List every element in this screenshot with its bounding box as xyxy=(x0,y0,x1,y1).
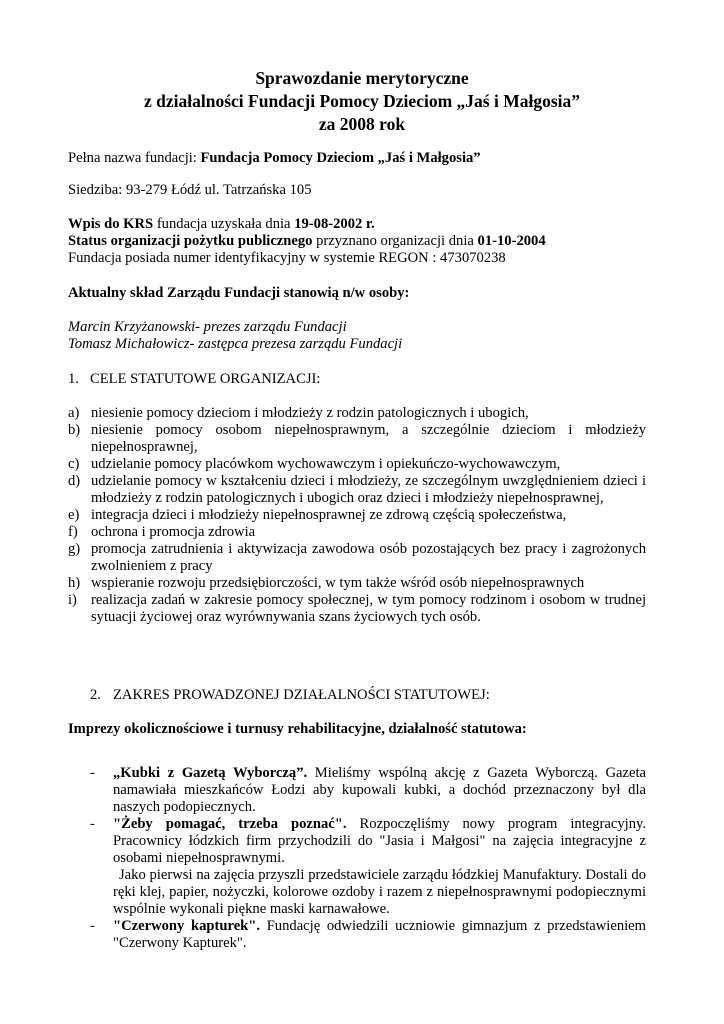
list-item xyxy=(68,422,646,456)
list-marker: d) xyxy=(68,473,81,489)
krs-label: Wpis do KRS xyxy=(68,216,154,232)
list-marker: g) xyxy=(68,541,81,557)
list-item-text: ochrona i promocja zdrowia xyxy=(91,524,256,540)
list-item-text: niesienie pomocy osobom niepełnosprawnym, a szczególnie dzieciom i młodzieży niepełnosprawnej, xyxy=(91,422,646,455)
krs-line xyxy=(68,216,375,233)
regon-line: Fundacja posiada numer identyfikacyjny w systemie REGON : 473070238 xyxy=(68,250,506,266)
list-marker: e) xyxy=(68,507,80,523)
list-item xyxy=(68,575,646,592)
opp-text: przyznano organizacji dnia xyxy=(312,233,478,249)
activity-continuation: Jako pierwsi na zajęcia przyszli przedstawiciele zarządu łódzkiej Manufaktury. Dostali do ręki klej, papier, nożyczki, kolorowe ozdoby i razem z niepełnosprawnymi podopiecznymi wspólnie wykonali piękne maski karnawałowe. xyxy=(113,867,646,917)
list-item xyxy=(68,918,646,952)
list-item xyxy=(68,405,646,422)
activities-list xyxy=(68,765,646,952)
list-item xyxy=(68,592,646,626)
section1-number: 1. xyxy=(68,371,79,387)
list-item-text: udzielanie pomocy placówkom wychowawczym i opiekuńczo-wychowawczym, xyxy=(91,456,561,472)
list-marker: - xyxy=(90,816,95,832)
list-item-text: integracja dzieci i młodzieży niepełnosprawnej ze zdrową częścią społeczeństwa, xyxy=(91,507,567,523)
list-marker: h) xyxy=(68,575,81,591)
section2-subheading-text: Imprezy okolicznościowe i turnusy rehabilitacyjne, działalność statutowa: xyxy=(68,721,527,737)
board-heading-text: Aktualny skład Zarządu Fundacji stanowią n/w osoby: xyxy=(68,285,410,301)
list-marker: - xyxy=(90,765,95,781)
list-item xyxy=(68,456,646,473)
goals-list xyxy=(68,405,646,626)
krs-date: 19-08-2002 r. xyxy=(294,216,375,232)
list-item xyxy=(68,507,646,524)
activity-text: Mieliśmy wspólną akcję z Gazeta Wyborczą. Gazeta namawiała mieszkańców Łodzi aby kupowali kubki, a dochód przeznaczony był dla naszych podopiecznych. xyxy=(113,765,646,815)
activity-text: Fundację odwiedzili uczniowie gimnazjum z przedstawieniem "Czerwony Kapturek". xyxy=(113,918,646,951)
board-member-2: Tomasz Michałowicz- zastępca prezesa zarządu Fundacji xyxy=(68,336,403,352)
list-item-text: niesienie pomocy dzieciom i młodzieży z rodzin patologicznych i ubogich, xyxy=(91,405,529,421)
activity-title: "Czerwony kapturek". xyxy=(113,918,261,934)
list-item xyxy=(68,765,646,816)
board-heading xyxy=(68,285,409,302)
opp-line xyxy=(68,233,546,250)
board-member-1: Marcin Krzyżanowski- prezes zarządu Fundacji xyxy=(68,319,347,335)
doc-title-line1: Sprawozdanie merytoryczne xyxy=(255,68,469,88)
section1-heading: CELE STATUTOWE ORGANIZACJI: xyxy=(90,371,321,387)
opp-label: Status organizacji pożytku publicznego xyxy=(68,233,313,249)
section2-subheading xyxy=(68,721,527,738)
list-item-text: promocja zatrudnienia i aktywizacja zawodowa osób pozostających bez pracy i zagrożonych zwolnieniem z pracy xyxy=(91,541,646,574)
list-marker: f) xyxy=(68,524,78,540)
krs-text: fundacja uzyskała dnia xyxy=(153,216,295,232)
list-marker: c) xyxy=(68,456,80,472)
list-marker: i) xyxy=(68,592,77,608)
activity-title: "Żeby pomagać, trzeba poznać". xyxy=(113,816,347,832)
list-item-text: udzielanie pomocy w kształceniu dzieci i młodzieży, ze szczególnym uwzględnieniem dzieci i młodzieży z rodzin patologicznych i ubogich oraz dzieci i młodzieży niepełnosprawnej, xyxy=(91,473,646,506)
list-item-text: realizacja zadań w zakresie pomocy społecznej, w tym pomocy rodzinom i osobom w trudnej sytuacji życiowej oraz wyrównywania szans życiowych tych osób. xyxy=(91,592,646,625)
full-name-label: Pełna nazwa fundacji: xyxy=(68,150,201,166)
list-item xyxy=(68,816,646,867)
opp-date: 01-10-2004 xyxy=(477,233,546,249)
list-item xyxy=(68,473,646,507)
activity-title: „Kubki z Gazetą Wyborczą”. xyxy=(113,765,308,781)
doc-title-line3: za 2008 rok xyxy=(318,114,406,134)
list-marker: - xyxy=(90,918,95,934)
list-item xyxy=(68,524,646,541)
list-item xyxy=(68,541,646,575)
seat-line: Siedziba: 93-279 Łódź ul. Tatrzańska 105 xyxy=(68,182,312,198)
list-marker: a) xyxy=(68,405,80,421)
section2-number: 2. xyxy=(90,687,101,703)
activity-text: Rozpoczęliśmy nowy program integracyjny. Pracownicy łódzkich firm przychodzili do "Jasia i Małgosi" na zajęcia integracyjne z osobami niepełnosprawnymi. xyxy=(113,816,647,866)
section2-heading: ZAKRES PROWADZONEJ DZIAŁALNOŚCI STATUTOWEJ: xyxy=(113,687,490,703)
full-name-line xyxy=(68,150,481,167)
doc-title-line2: z działalności Fundacji Pomocy Dzieciom „Jaś i Małgosia” xyxy=(144,91,580,111)
full-name-value: Fundacja Pomocy Dzieciom „Jaś i Małgosia” xyxy=(200,150,481,166)
list-marker: b) xyxy=(68,422,81,438)
list-item-text: wspieranie rozwoju przedsiębiorczości, w tym także wśród osób niepełnosprawnych xyxy=(91,575,585,591)
